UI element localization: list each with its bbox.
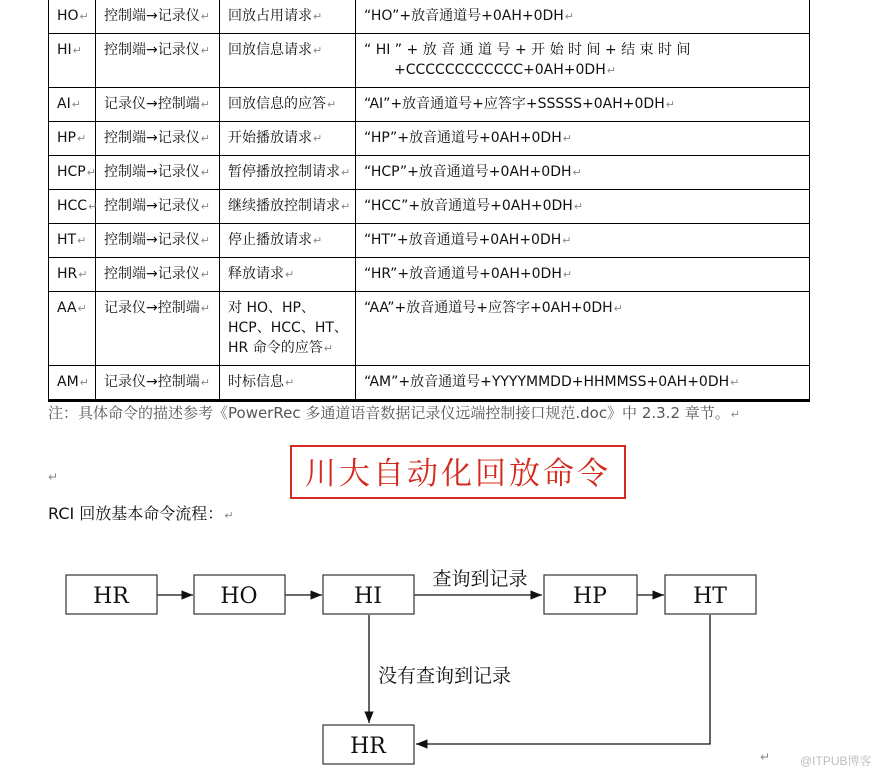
svg-text:HI: HI	[354, 584, 382, 609]
format-cell: “AA”+放音通道号+应答字+0AH+0DH↵	[356, 292, 810, 366]
node-hp	[544, 575, 637, 614]
svg-text:HR: HR	[93, 584, 129, 609]
desc-cell: 回放信息请求↵	[220, 34, 356, 88]
desc-cell: 释放请求↵	[220, 258, 356, 292]
cmd-cell: HCP↵	[49, 156, 96, 190]
svg-text:HP: HP	[573, 584, 607, 609]
svg-text:HR: HR	[350, 734, 386, 759]
format-cell: “AI”+放音通道号+应答字+SSSSS+0AH+0DH↵	[356, 88, 810, 122]
cmd-cell: HP↵	[49, 122, 96, 156]
cmd-cell: HT↵	[49, 224, 96, 258]
node-ht	[665, 575, 756, 614]
direction-cell: 控制端→记录仪↵	[96, 0, 220, 34]
desc-cell: 回放信息的应答↵	[220, 88, 356, 122]
paragraph-mark: ↵	[760, 750, 771, 764]
cmd-cell: HO↵	[49, 0, 96, 34]
cmd-cell: AI↵	[49, 88, 96, 122]
direction-cell: 记录仪→控制端↵	[96, 88, 220, 122]
format-line-2: +CCCCCCCCCCCC+0AH+0DH	[394, 62, 606, 78]
desc-cell: 回放占用请求↵	[220, 0, 356, 34]
desc-cell: 继续播放控制请求↵	[220, 190, 356, 224]
red-title-stamp: 川大自动化回放命令	[290, 445, 626, 499]
direction-cell: 控制端→记录仪↵	[96, 156, 220, 190]
cmd-cell: HI↵	[49, 34, 96, 88]
cmd-cell: AA↵	[49, 292, 96, 366]
format-cell: “ HI ” + 放 音 通 道 号 + 开 始 时 间 + 结 束 时 间 +CCCCCCCCCCCC+0AH+0DH↵	[356, 34, 810, 88]
direction-cell: 控制端→记录仪↵	[96, 258, 220, 292]
desc-cell: 对 HO、HP、HCP、HCC、HT、HR 命令的应答↵	[220, 292, 356, 366]
reference-note: 注：具体命令的描述参考《PowerRec 多通道语音数据记录仪远端控制接口规范.doc》中 2.3.2 章节。↵	[48, 404, 740, 422]
direction-cell: 记录仪→控制端↵	[96, 366, 220, 401]
svg-text:HT: HT	[693, 584, 727, 609]
format-cell: “HR”+放音通道号+0AH+0DH↵	[356, 258, 810, 292]
label-found: 查询到记录	[432, 568, 528, 590]
svg-text:HO: HO	[220, 584, 258, 609]
cmd-cell: HCC↵	[49, 190, 96, 224]
format-cell: “HCC”+放音通道号+0AH+0DH↵	[356, 190, 810, 224]
node-ho	[194, 575, 285, 614]
cmd-cell: AM↵	[49, 366, 96, 401]
direction-cell: 控制端→记录仪↵	[96, 224, 220, 258]
watermark: @ITPUB博客	[800, 754, 872, 768]
format-cell: “AM”+放音通道号+YYYYMMDD+HHMMSS+0AH+0DH↵	[356, 366, 810, 401]
format-cell: “HCP”+放音通道号+0AH+0DH↵	[356, 156, 810, 190]
direction-cell: 控制端→记录仪↵	[96, 34, 220, 88]
format-cell: “HT”+放音通道号+0AH+0DH↵	[356, 224, 810, 258]
node-hr-start	[66, 575, 157, 614]
format-line-1: “ HI ” + 放 音 通 道 号 + 开 始 时 间 + 结 束 时 间	[364, 42, 691, 58]
desc-cell: 暂停播放控制请求↵	[220, 156, 356, 190]
format-cell: “HP”+放音通道号+0AH+0DH↵	[356, 122, 810, 156]
node-hi	[323, 575, 414, 614]
desc-cell: 开始播放请求↵	[220, 122, 356, 156]
direction-cell: 控制端→记录仪↵	[96, 190, 220, 224]
desc-cell: 停止播放请求↵	[220, 224, 356, 258]
label-not-found: 没有查询到记录	[378, 665, 512, 687]
format-cell: “HO”+放音通道号+0AH+0DH↵	[356, 0, 810, 34]
cmd-cell: HR↵	[49, 258, 96, 292]
direction-cell: 控制端→记录仪↵	[96, 122, 220, 156]
flow-title: RCI 回放基本命令流程：↵	[48, 504, 234, 523]
node-hr-end	[323, 725, 414, 764]
direction-cell: 记录仪→控制端↵	[96, 292, 220, 366]
desc-cell: 时标信息↵	[220, 366, 356, 401]
paragraph-mark: ↵	[48, 470, 59, 484]
